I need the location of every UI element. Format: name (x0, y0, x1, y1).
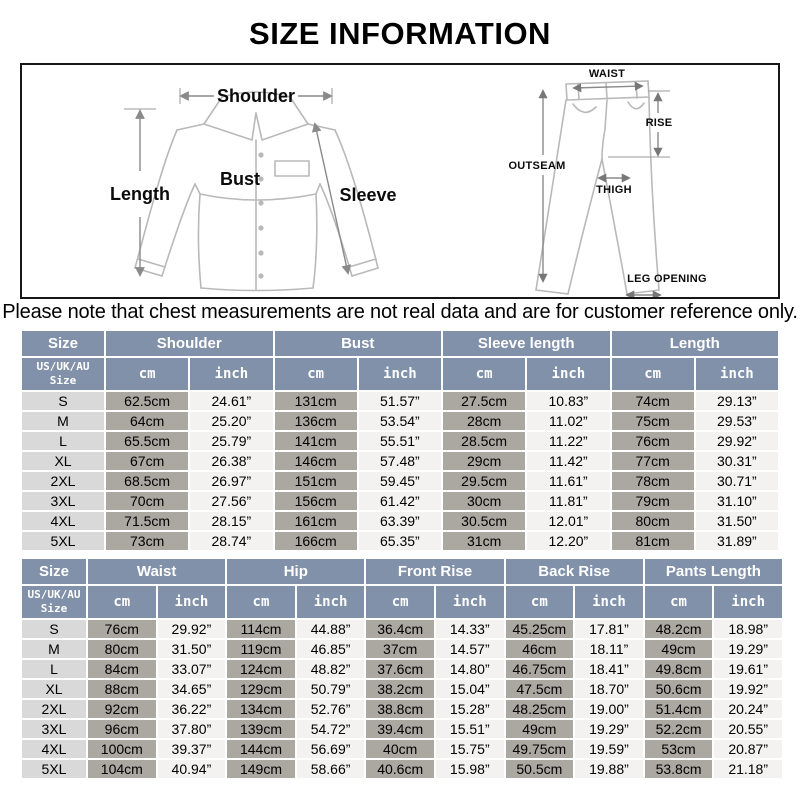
unit-header: inch (297, 586, 365, 618)
cm-value-cell: 129cm (227, 680, 295, 698)
unit-header: cm (506, 586, 574, 618)
cm-value-cell: 79cm (612, 492, 694, 510)
cm-value-cell: 49.75cm (506, 740, 574, 758)
inch-value-cell: 11.02” (527, 412, 609, 430)
inch-value-cell: 44.88” (297, 620, 365, 638)
inch-value-cell: 48.82” (297, 660, 365, 678)
leg-opening-label: LEG OPENING (627, 273, 707, 285)
inch-value-cell: 26.97” (190, 472, 272, 490)
inch-value-cell: 52.76” (297, 700, 365, 718)
inch-value-cell: 28.74” (190, 532, 272, 550)
measure-group-header: Hip (227, 559, 364, 584)
cm-value-cell: 80cm (612, 512, 694, 530)
inch-value-cell: 54.72” (297, 720, 365, 738)
bust-label: Bust (220, 169, 260, 189)
inch-value-cell: 29.13” (696, 392, 778, 410)
inch-value-cell: 31.10” (696, 492, 778, 510)
measurement-diagram-box (20, 63, 780, 299)
cm-value-cell: 49cm (645, 640, 713, 658)
measure-group-header: Shoulder (106, 331, 273, 356)
table-row (22, 532, 778, 550)
table-row (22, 640, 782, 658)
inch-value-cell: 31.89” (696, 532, 778, 550)
cm-value-cell: 156cm (275, 492, 357, 510)
inch-value-cell: 31.50” (158, 640, 226, 658)
cm-value-cell: 40.6cm (366, 760, 434, 778)
inch-value-cell: 37.80” (158, 720, 226, 738)
inch-value-cell: 65.35” (359, 532, 441, 550)
unit-header: cm (612, 358, 694, 390)
inch-value-cell: 55.51” (359, 432, 441, 450)
inch-value-cell: 30.71” (696, 472, 778, 490)
cm-value-cell: 65.5cm (106, 432, 188, 450)
cm-value-cell: 38.8cm (366, 700, 434, 718)
inch-value-cell: 29.53” (696, 412, 778, 430)
measure-group-header: Back Rise (506, 559, 643, 584)
unit-header-row (22, 358, 778, 390)
inch-value-cell: 15.75” (436, 740, 504, 758)
unit-header: inch (527, 358, 609, 390)
inch-value-cell: 19.00” (575, 700, 643, 718)
unit-header: inch (158, 586, 226, 618)
size-cell: M (22, 412, 104, 430)
inch-value-cell: 31.50” (696, 512, 778, 530)
cm-value-cell: 38.2cm (366, 680, 434, 698)
cm-value-cell: 74cm (612, 392, 694, 410)
inch-value-cell: 61.42” (359, 492, 441, 510)
inch-value-cell: 11.22” (527, 432, 609, 450)
inch-value-cell: 27.56” (190, 492, 272, 510)
cm-value-cell: 28.5cm (443, 432, 525, 450)
size-cell: 2XL (22, 700, 86, 718)
waist-label: WAIST (588, 68, 626, 80)
inch-value-cell: 11.42” (527, 452, 609, 470)
cm-value-cell: 50.5cm (506, 760, 574, 778)
size-cell: 4XL (22, 740, 86, 758)
inch-value-cell: 17.81” (575, 620, 643, 638)
size-cell: XL (22, 680, 86, 698)
inch-value-cell: 10.83” (527, 392, 609, 410)
inch-value-cell: 33.07” (158, 660, 226, 678)
table-row (22, 412, 778, 430)
inch-value-cell: 25.20” (190, 412, 272, 430)
inch-value-cell: 63.39” (359, 512, 441, 530)
unit-header: cm (443, 358, 525, 390)
cm-value-cell: 48.25cm (506, 700, 574, 718)
cm-value-cell: 161cm (275, 512, 357, 530)
cm-value-cell: 80cm (88, 640, 156, 658)
cm-value-cell: 71.5cm (106, 512, 188, 530)
shirt-measurement-diagram (28, 67, 478, 297)
inch-value-cell: 39.37” (158, 740, 226, 758)
inch-value-cell: 18.41” (575, 660, 643, 678)
cm-value-cell: 49cm (506, 720, 574, 738)
inch-value-cell: 15.28” (436, 700, 504, 718)
inch-value-cell: 40.94” (158, 760, 226, 778)
unit-header: inch (359, 358, 441, 390)
cm-value-cell: 45.25cm (506, 620, 574, 638)
unit-header: cm (227, 586, 295, 618)
unit-header: inch (436, 586, 504, 618)
cm-value-cell: 146cm (275, 452, 357, 470)
unit-header-row (22, 586, 782, 618)
measure-group-header: Sleeve length (443, 331, 610, 356)
size-standard-header: US/UK/AU Size (22, 586, 86, 618)
cm-value-cell: 144cm (227, 740, 295, 758)
cm-value-cell: 46.75cm (506, 660, 574, 678)
cm-value-cell: 37.6cm (366, 660, 434, 678)
cm-value-cell: 141cm (275, 432, 357, 450)
cm-value-cell: 29cm (443, 452, 525, 470)
cm-value-cell: 78cm (612, 472, 694, 490)
cm-value-cell: 114cm (227, 620, 295, 638)
inch-value-cell: 28.15” (190, 512, 272, 530)
cm-value-cell: 70cm (106, 492, 188, 510)
unit-header: cm (275, 358, 357, 390)
inch-value-cell: 36.22” (158, 700, 226, 718)
measure-group-header: Length (612, 331, 779, 356)
cm-value-cell: 31cm (443, 532, 525, 550)
inch-value-cell: 20.24” (714, 700, 782, 718)
cm-value-cell: 51.4cm (645, 700, 713, 718)
inch-value-cell: 25.79” (190, 432, 272, 450)
cm-value-cell: 52.2cm (645, 720, 713, 738)
measure-group-header: Pants Length (645, 559, 782, 584)
inch-value-cell: 20.55” (714, 720, 782, 738)
cm-value-cell: 37cm (366, 640, 434, 658)
size-group-header: Size (22, 559, 86, 584)
inch-value-cell: 19.88” (575, 760, 643, 778)
cm-value-cell: 67cm (106, 452, 188, 470)
unit-header: inch (190, 358, 272, 390)
cm-value-cell: 53cm (645, 740, 713, 758)
inch-value-cell: 29.92” (158, 620, 226, 638)
inch-value-cell: 15.04” (436, 680, 504, 698)
shirt-size-table (20, 329, 780, 552)
size-group-header: Size (22, 331, 104, 356)
inch-value-cell: 26.38” (190, 452, 272, 470)
inch-value-cell: 12.20” (527, 532, 609, 550)
cm-value-cell: 134cm (227, 700, 295, 718)
table-row (22, 472, 778, 490)
size-cell: 5XL (22, 760, 86, 778)
table-row (22, 720, 782, 738)
cm-value-cell: 136cm (275, 412, 357, 430)
cm-value-cell: 48.2cm (645, 620, 713, 638)
cm-value-cell: 64cm (106, 412, 188, 430)
table-row (22, 660, 782, 678)
size-cell: L (22, 660, 86, 678)
table-row (22, 620, 782, 638)
inch-value-cell: 19.61” (714, 660, 782, 678)
measure-group-header: Bust (275, 331, 442, 356)
inch-value-cell: 53.54” (359, 412, 441, 430)
table-row (22, 680, 782, 698)
pants-size-table (20, 557, 784, 780)
size-cell: 3XL (22, 720, 86, 738)
cm-value-cell: 47.5cm (506, 680, 574, 698)
inch-value-cell: 15.98” (436, 760, 504, 778)
cm-value-cell: 131cm (275, 392, 357, 410)
unit-header: cm (88, 586, 156, 618)
length-label: Length (110, 184, 170, 204)
cm-value-cell: 75cm (612, 412, 694, 430)
inch-value-cell: 21.18” (714, 760, 782, 778)
cm-value-cell: 139cm (227, 720, 295, 738)
cm-value-cell: 96cm (88, 720, 156, 738)
sleeve-label: Sleeve (339, 185, 397, 205)
cm-value-cell: 92cm (88, 700, 156, 718)
size-cell: 3XL (22, 492, 104, 510)
inch-value-cell: 15.51” (436, 720, 504, 738)
unit-header: inch (714, 586, 782, 618)
cm-value-cell: 30cm (443, 492, 525, 510)
cm-value-cell: 104cm (88, 760, 156, 778)
cm-value-cell: 53.8cm (645, 760, 713, 778)
cm-value-cell: 84cm (88, 660, 156, 678)
cm-value-cell: 73cm (106, 532, 188, 550)
inch-value-cell: 59.45” (359, 472, 441, 490)
inch-value-cell: 11.61” (527, 472, 609, 490)
inch-value-cell: 18.98” (714, 620, 782, 638)
inch-value-cell: 24.61” (190, 392, 272, 410)
table-row (22, 512, 778, 530)
cm-value-cell: 100cm (88, 740, 156, 758)
inch-value-cell: 30.31” (696, 452, 778, 470)
inch-value-cell: 29.92” (696, 432, 778, 450)
inch-value-cell: 19.92” (714, 680, 782, 698)
inch-value-cell: 34.65” (158, 680, 226, 698)
table-row (22, 760, 782, 778)
cm-value-cell: 27.5cm (443, 392, 525, 410)
cm-value-cell: 40cm (366, 740, 434, 758)
unit-header: inch (575, 586, 643, 618)
size-cell: L (22, 432, 104, 450)
cm-value-cell: 68.5cm (106, 472, 188, 490)
measure-group-header: Waist (88, 559, 225, 584)
table-row (22, 452, 778, 470)
size-cell: M (22, 640, 86, 658)
size-standard-header: US/UK/AU Size (22, 358, 104, 390)
size-cell: 5XL (22, 532, 104, 550)
table-row (22, 740, 782, 758)
unit-header: cm (366, 586, 434, 618)
inch-value-cell: 11.81” (527, 492, 609, 510)
shoulder-label: Shoulder (216, 86, 296, 106)
page-title: SIZE INFORMATION (249, 16, 551, 51)
pants-measurement-diagram (478, 67, 778, 297)
size-cell: XL (22, 452, 104, 470)
group-header-row (22, 331, 778, 356)
cm-value-cell: 50.6cm (645, 680, 713, 698)
table-row (22, 392, 778, 410)
cm-value-cell: 77cm (612, 452, 694, 470)
size-cell: S (22, 392, 104, 410)
outseam-label: OUTSEAM (508, 160, 566, 172)
inch-value-cell: 50.79” (297, 680, 365, 698)
size-cell: S (22, 620, 86, 638)
inch-value-cell: 14.33” (436, 620, 504, 638)
cm-value-cell: 149cm (227, 760, 295, 778)
size-cell: 2XL (22, 472, 104, 490)
cm-value-cell: 119cm (227, 640, 295, 658)
cm-value-cell: 88cm (88, 680, 156, 698)
inch-value-cell: 46.85” (297, 640, 365, 658)
cm-value-cell: 124cm (227, 660, 295, 678)
cm-value-cell: 166cm (275, 532, 357, 550)
group-header-row (22, 559, 782, 584)
inch-value-cell: 12.01” (527, 512, 609, 530)
inch-value-cell: 19.29” (714, 640, 782, 658)
inch-value-cell: 20.87” (714, 740, 782, 758)
inch-value-cell: 19.29” (575, 720, 643, 738)
inch-value-cell: 56.69” (297, 740, 365, 758)
cm-value-cell: 151cm (275, 472, 357, 490)
inch-value-cell: 57.48” (359, 452, 441, 470)
cm-value-cell: 76cm (612, 432, 694, 450)
measure-group-header: Front Rise (366, 559, 503, 584)
cm-value-cell: 76cm (88, 620, 156, 638)
cm-value-cell: 29.5cm (443, 472, 525, 490)
table-row (22, 700, 782, 718)
thigh-label: THIGH (596, 184, 632, 196)
cm-value-cell: 81cm (612, 532, 694, 550)
inch-value-cell: 14.80” (436, 660, 504, 678)
table-row (22, 432, 778, 450)
rise-label: RISE (645, 117, 673, 129)
unit-header: inch (696, 358, 778, 390)
inch-value-cell: 19.59” (575, 740, 643, 758)
unit-header: cm (106, 358, 188, 390)
cm-value-cell: 46cm (506, 640, 574, 658)
inch-value-cell: 58.66” (297, 760, 365, 778)
unit-header: cm (645, 586, 713, 618)
inch-value-cell: 18.70” (575, 680, 643, 698)
cm-value-cell: 36.4cm (366, 620, 434, 638)
inch-value-cell: 14.57” (436, 640, 504, 658)
inch-value-cell: 51.57” (359, 392, 441, 410)
cm-value-cell: 28cm (443, 412, 525, 430)
cm-value-cell: 49.8cm (645, 660, 713, 678)
cm-value-cell: 39.4cm (366, 720, 434, 738)
inch-value-cell: 18.11” (575, 640, 643, 658)
reference-note: Please note that chest measurements are not real data and are for customer reference only. (2, 301, 798, 323)
cm-value-cell: 62.5cm (106, 392, 188, 410)
cm-value-cell: 30.5cm (443, 512, 525, 530)
size-cell: 4XL (22, 512, 104, 530)
table-row (22, 492, 778, 510)
